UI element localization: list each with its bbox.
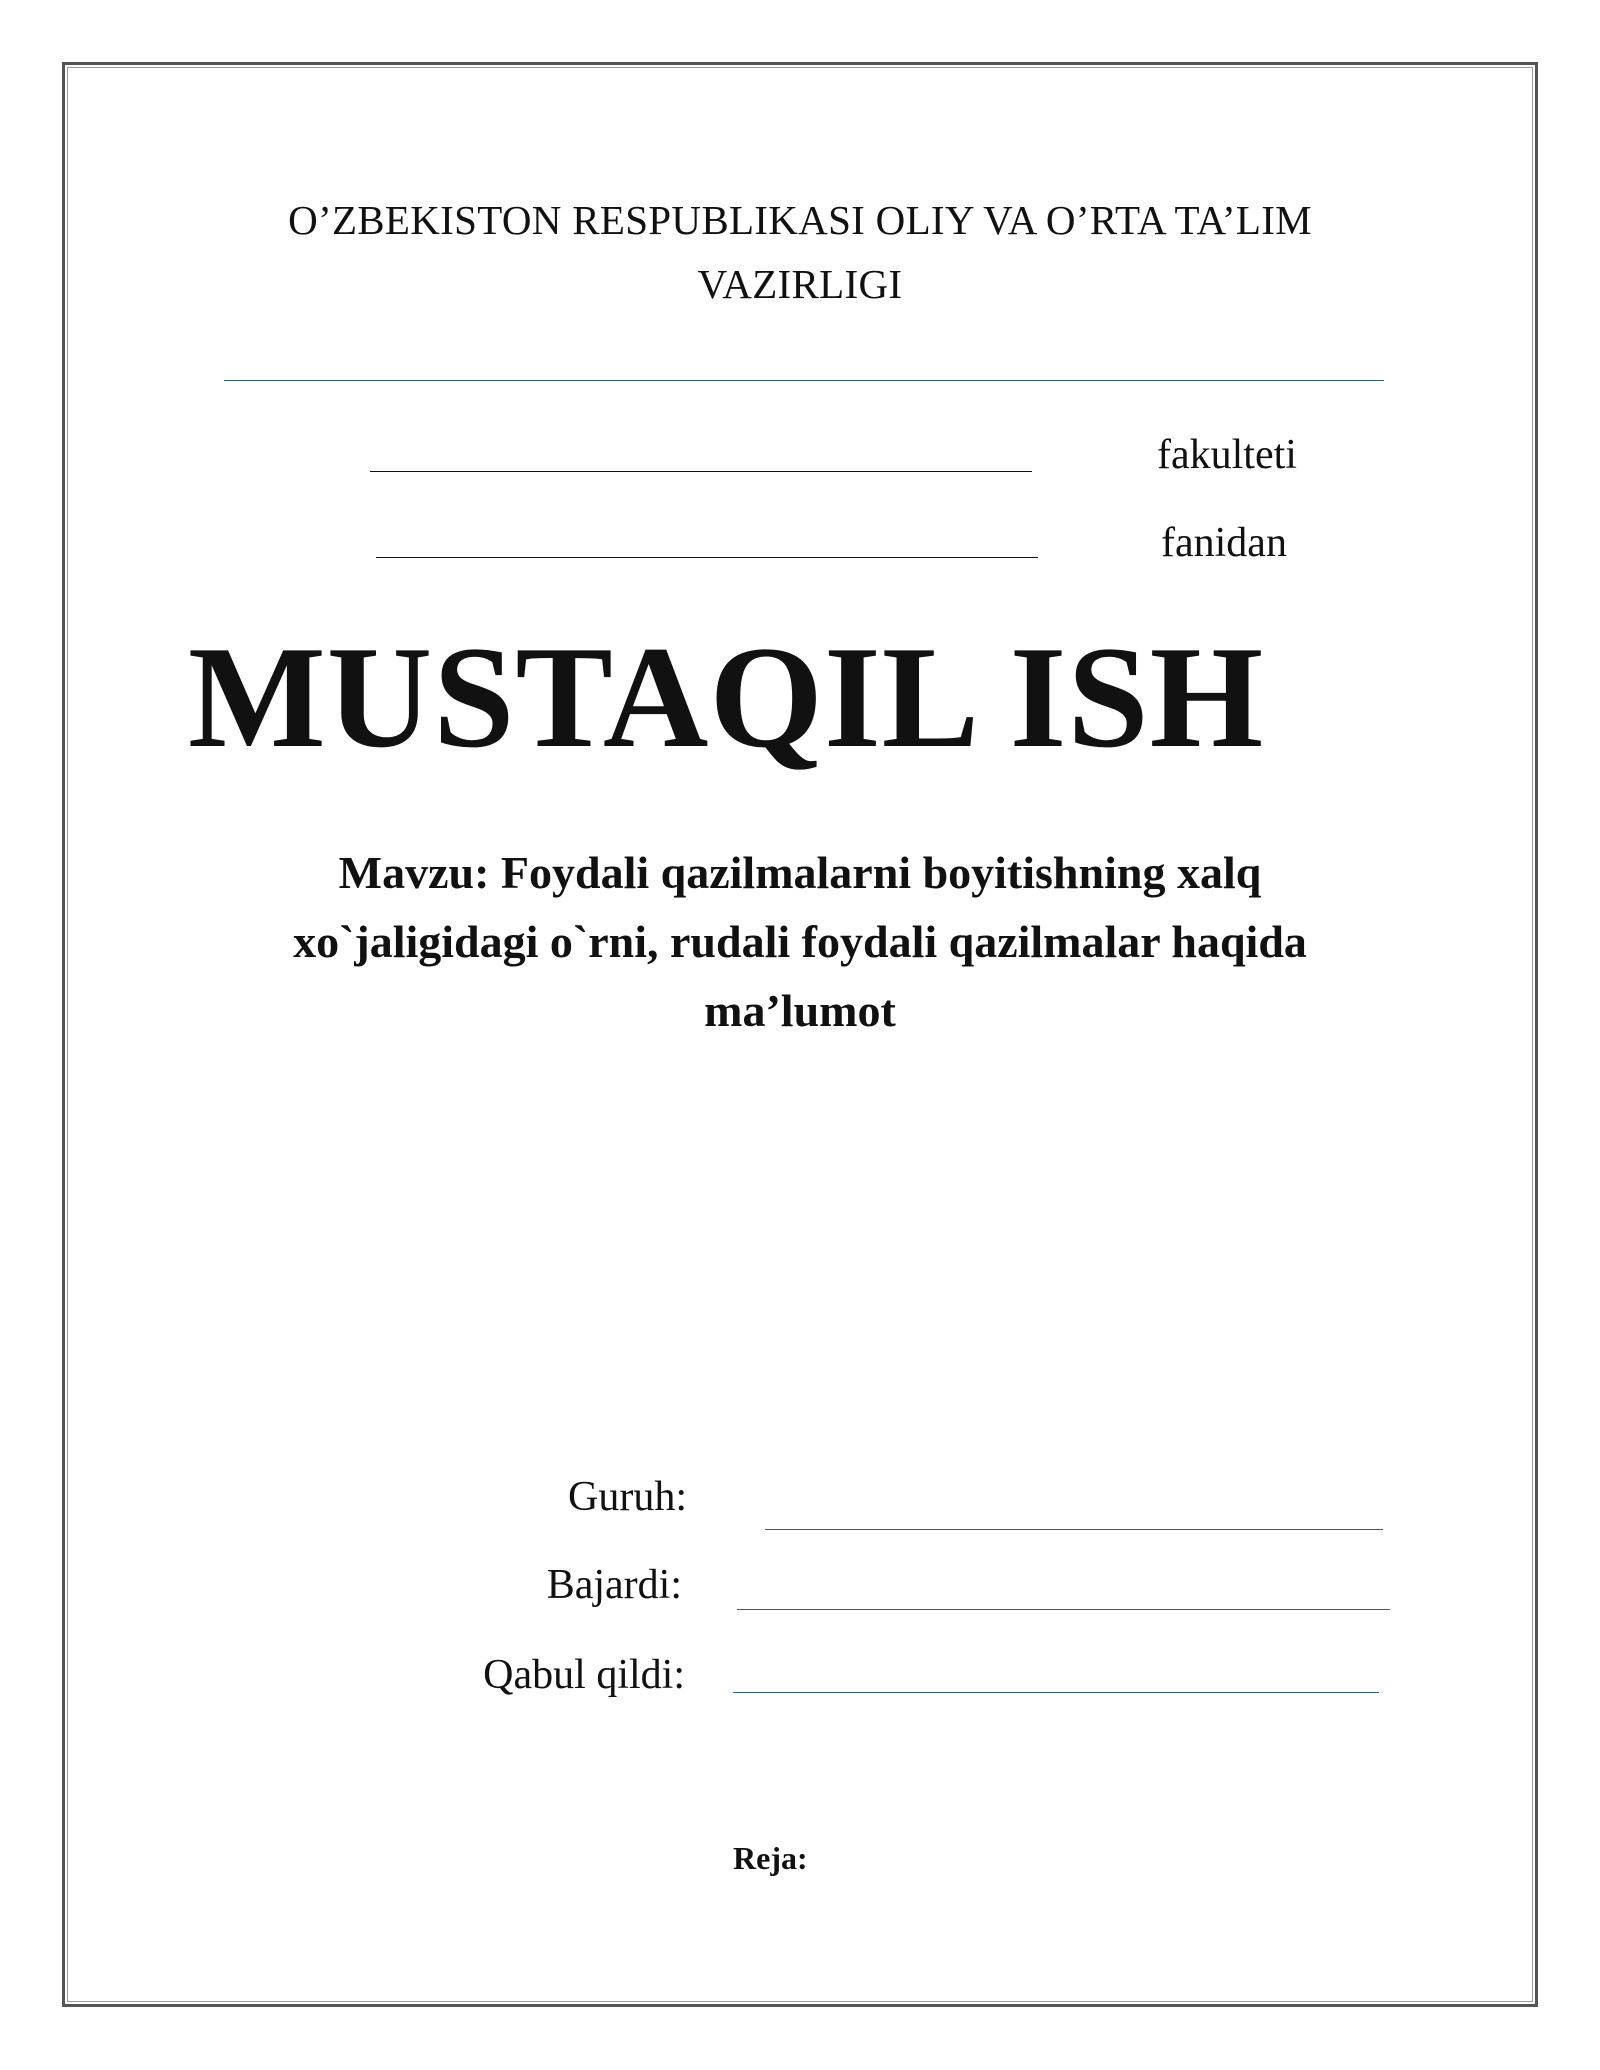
topic-line-3: ma’lumot (704, 985, 896, 1036)
group-blank-line (765, 1529, 1383, 1530)
plan-heading: Reja: (733, 1840, 808, 1876)
subject-blank-line (376, 557, 1038, 558)
topic-heading (150, 838, 1450, 1045)
ministry-line-1: O’ZBEKISTON RESPUBLIKASI OLIY VA O’RTA TA’LIM (288, 197, 1312, 243)
ministry-line-2: VAZIRLIGI (697, 261, 903, 307)
accepted-by-label: Qabul qildi: (483, 1652, 685, 1698)
faculty-label: fakulteti (1157, 432, 1297, 478)
document-title: MUSTAQIL ISH (188, 616, 1265, 778)
done-by-blank-line (737, 1609, 1390, 1610)
subject-label: fanidan (1161, 520, 1287, 566)
accepted-by-blank-line (733, 1692, 1379, 1693)
done-by-label: Bajardi: (546, 1562, 682, 1608)
university-blank-line (224, 380, 1384, 381)
topic-line-2: xo`jaligidagi o`rni, rudali foydali qazilmalar haqida (293, 916, 1307, 967)
group-label: Guruh: (568, 1474, 687, 1520)
topic-line-1: Mavzu: Foydali qazilmalarni boyitishning xalq (338, 847, 1262, 898)
ministry-heading (150, 188, 1450, 316)
faculty-blank-line (370, 471, 1032, 472)
